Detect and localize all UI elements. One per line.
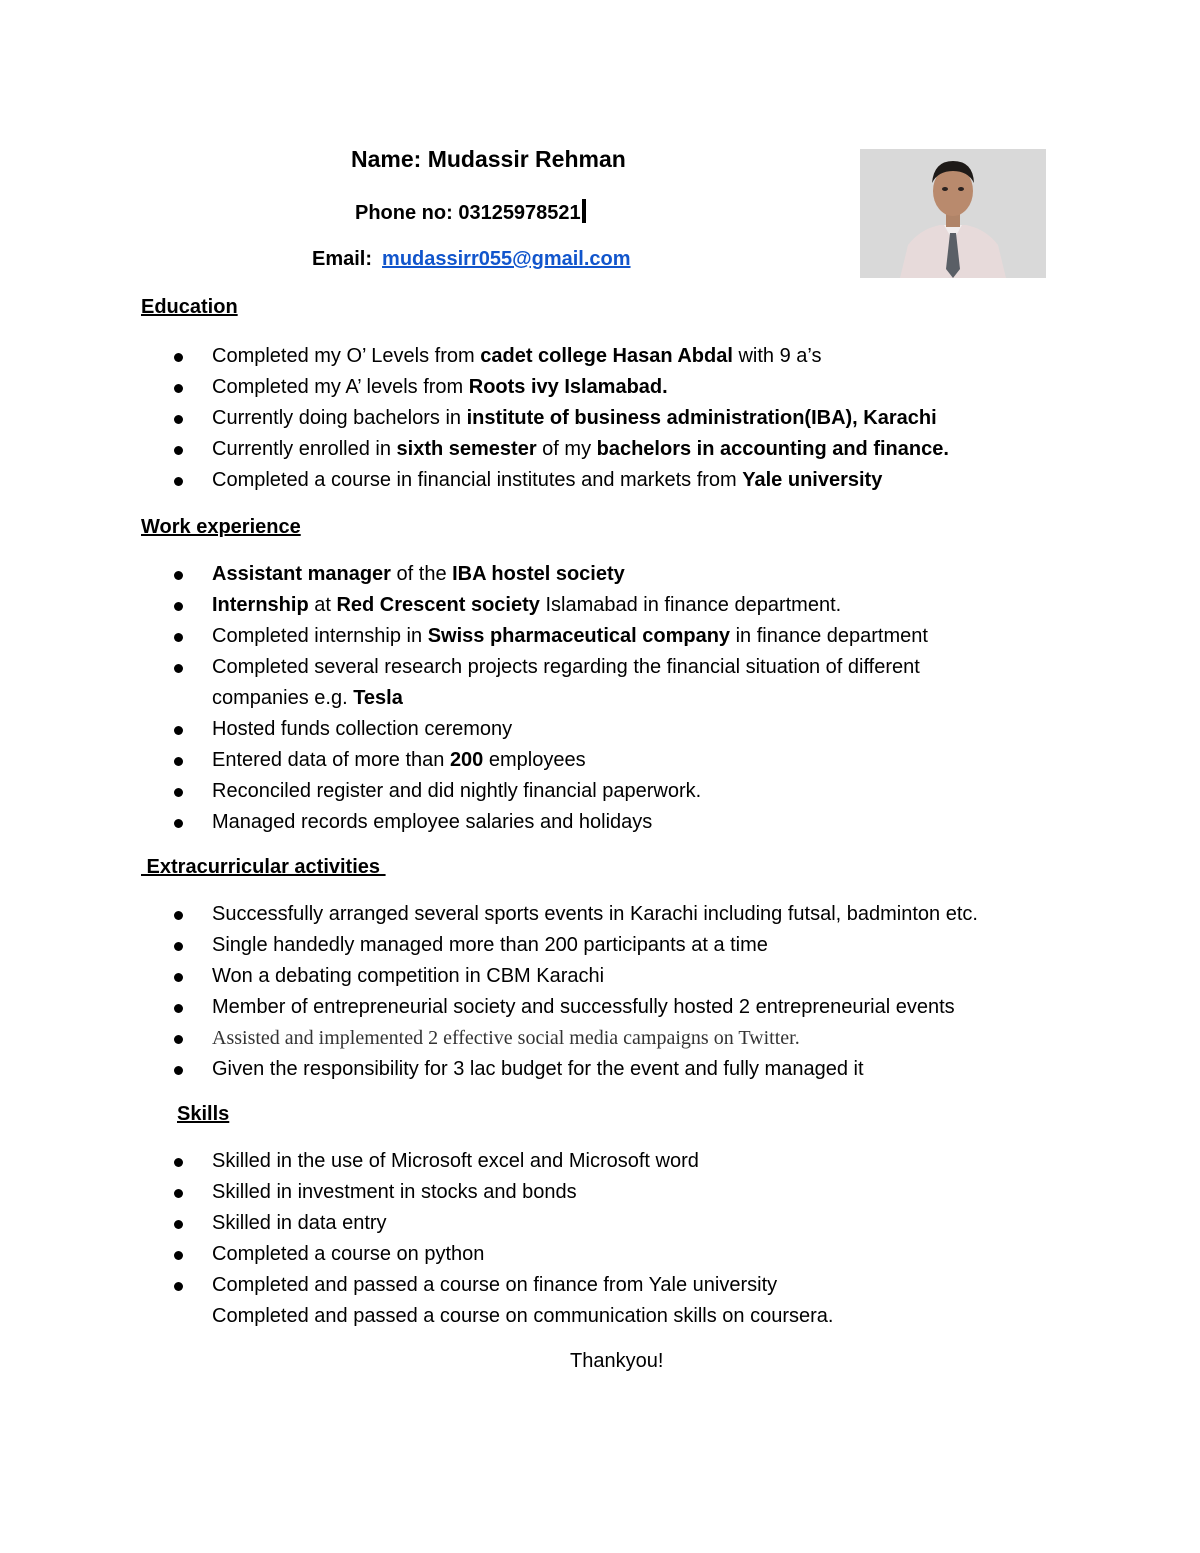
bullet-icon [174,1066,183,1075]
bullet-icon [174,973,183,982]
list-item: Successfully arranged several sports events in Karachi including futsal, badminton etc. [0,899,1080,930]
bullet-icon [174,633,183,642]
list-item: Currently enrolled in sixth semester of my bachelors in accounting and finance. [0,434,1080,465]
continuation-line: companies e.g. Tesla [212,687,403,709]
education-heading: Education [141,296,238,318]
list-item: Managed records employee salaries and holidays [0,807,1080,838]
list-item: Skilled in the use of Microsoft excel and Microsoft word [0,1146,1080,1177]
bullet-icon [174,477,183,486]
bullet-icon [174,1282,183,1291]
bullet-icon [174,942,183,951]
skills-list [0,1146,1080,1332]
list-item: Completed a course on python [0,1239,1080,1270]
list-item: Completed several research projects regarding the financial situation of different companies e.g. Tesla [0,652,1080,714]
bullet-icon [174,726,183,735]
list-item: Completed my A’ levels from Roots ivy Islamabad. [0,372,1080,403]
extracurricular-heading: Extracurricular activities [141,856,386,878]
profile-photo [860,149,1046,278]
list-item: Internship at Red Crescent society Islamabad in finance department. [0,590,1080,621]
name-line: Name: Mudassir Rehman [351,146,626,172]
bullet-icon [174,1251,183,1260]
list-item: Completed a course in financial institutes and markets from Yale university [0,465,1080,496]
list-item: Skilled in investment in stocks and bonds [0,1177,1080,1208]
text-cursor [582,199,586,223]
bullet-icon [174,415,183,424]
phone-text: Phone no: 03125978521 [355,202,581,224]
list-item: Entered data of more than 200 employees [0,745,1080,776]
bullet-icon [174,664,183,673]
list-item: Won a debating competition in CBM Karachi [0,961,1080,992]
work-list [0,559,1080,838]
bullet-icon [174,602,183,611]
phone-line [355,199,586,225]
profile-photo-graphic [860,149,1046,278]
list-item: Assistant manager of the IBA hostel society [0,559,1080,590]
list-item: Member of entrepreneurial society and successfully hosted 2 entrepreneurial events [0,992,1080,1023]
bullet-icon [174,819,183,828]
bullet-icon [174,911,183,920]
list-item: Single handedly managed more than 200 participants at a time [0,930,1080,961]
email-label: Email: [312,248,373,270]
list-item: Completed and passed a course on communication skills on coursera. [212,1305,834,1327]
bullet-icon [174,446,183,455]
work-heading: Work experience [141,516,301,538]
bullet-icon [174,757,183,766]
list-item: Assisted and implemented 2 effective social media campaigns on Twitter. [0,1023,1080,1054]
bullet-icon [174,384,183,393]
email-link[interactable]: mudassirr055@gmail.com [382,248,631,270]
list-item: Completed and passed a course on finance from Yale university [0,1270,1080,1301]
skills-heading: Skills [177,1103,230,1125]
bullet-icon [174,353,183,362]
list-item: Currently doing bachelors in institute of business administration(IBA), Karachi [0,403,1080,434]
list-item: Completed my O’ Levels from cadet college Hasan Abdal with 9 a’s [0,341,1080,372]
bullet-icon [174,571,183,580]
list-item: Hosted funds collection ceremony [0,714,1080,745]
education-list [0,341,1080,496]
list-item: Skilled in data entry [0,1208,1080,1239]
extracurricular-list [0,899,1080,1085]
list-item: Completed internship in Swiss pharmaceutical company in finance department [0,621,1080,652]
bullet-icon [174,1158,183,1167]
bullet-icon [174,1035,183,1044]
email-line [312,248,631,271]
bullet-icon [174,1220,183,1229]
bullet-icon [174,1004,183,1013]
bullet-icon [174,1189,183,1198]
list-item: Given the responsibility for 3 lac budget for the event and fully managed it [0,1054,1080,1085]
closing-text: Thankyou! [570,1350,664,1372]
bullet-icon [174,788,183,797]
list-item: Reconciled register and did nightly financial paperwork. [0,776,1080,807]
